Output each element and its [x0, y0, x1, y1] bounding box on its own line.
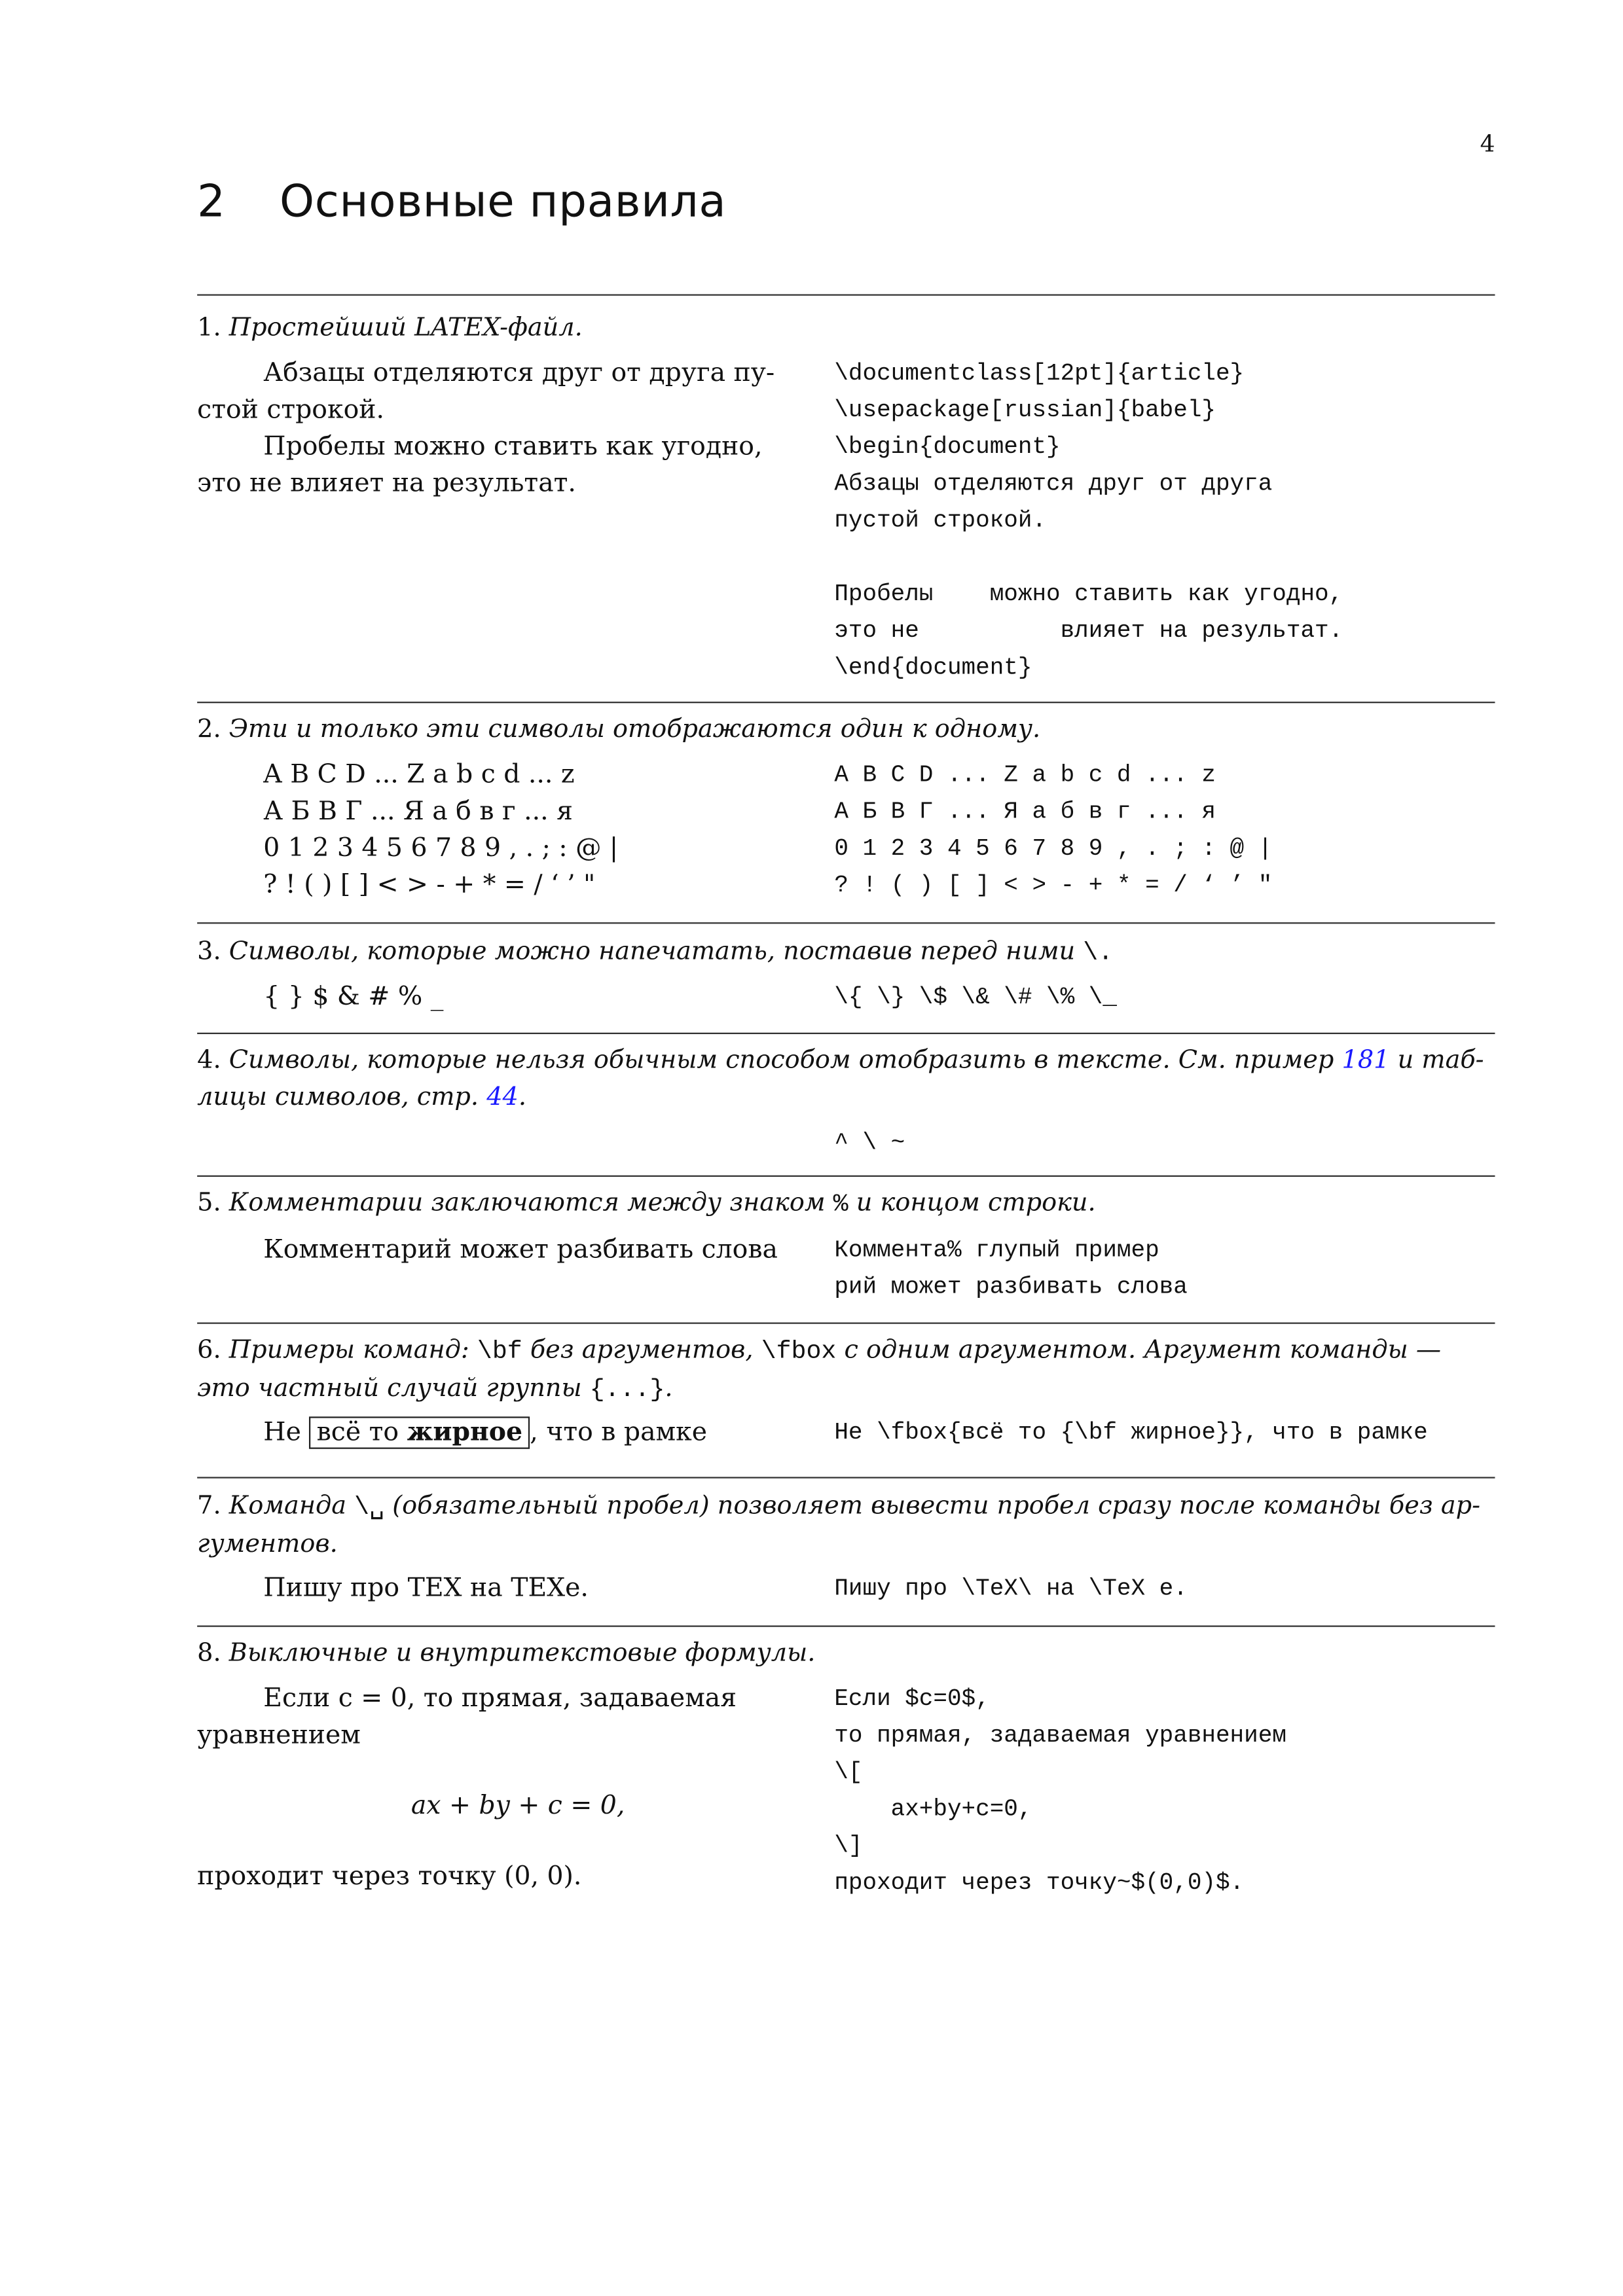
rule: [197, 922, 1495, 924]
item-2-caption: 2. Эти и только эти символы отображаются один к одному.: [197, 715, 1041, 745]
item-4-code: ^ \ ~: [834, 1130, 905, 1157]
rule: [197, 1323, 1495, 1324]
framed-box: всё то жирное: [309, 1416, 530, 1448]
item-6-caption: 6. Примеры команд: \bf без аргументов, \fbox с одним аргументом. Аргумент команды — это частный случай группы {...}.: [197, 1335, 1442, 1405]
item-1-code: \documentclass[12pt]{article} \usepackage[russian]{babel} \begin{document} Абзацы отделяются друг от друга пустой строкой. Пробелы можно ставить как угодно, это не влияет на результат. \end{document}: [834, 360, 1343, 681]
item-8-code: Если $c=0$, то прямая, задаваемая уравнением \[ ax+by+c=0, \] проходит через точку~$(0,0)$.: [834, 1685, 1286, 1897]
rule: [197, 1625, 1495, 1626]
item-5-text: Комментарий может разбивать слова: [263, 1235, 778, 1265]
item-5-caption: 5. Комментарии заключаются между знаком % и концом строки.: [197, 1188, 1096, 1220]
display-formula: ax + by + c = 0,: [410, 1791, 625, 1821]
example-181-link[interactable]: 181: [1341, 1045, 1390, 1075]
item-5-code: Коммента% глупый пример рий может разбивать слова: [834, 1237, 1188, 1300]
item-3-code: \{ \} \$ \& \# \% \_: [834, 984, 1117, 1011]
item-7-text: Пишу про TEX на TEXе.: [263, 1573, 589, 1604]
item-1-text: Абзацы отделяются друг от друга пу- стой строкой. Пробелы можно ставить как угодно, это не влияет на результат.: [197, 359, 775, 499]
section-heading: [197, 177, 726, 228]
rule: [197, 1477, 1495, 1478]
item-7-code: Пишу про \TeX\ на \TeX е.: [834, 1575, 1188, 1602]
rule: [197, 1033, 1495, 1034]
rule: [197, 295, 1495, 296]
rule: [197, 1175, 1495, 1177]
rule: [197, 702, 1495, 703]
item-6-code: Не \fbox{всё то {\bf жирное}}, что в рамке: [834, 1419, 1428, 1446]
item-2-code: A B C D ... Z a b c d ... z А Б В Г ... Я а б в г ... я 0 1 2 3 4 5 6 7 8 9 , . ; : @ | ? ! ( ) [ ] < > - + * = / ‘ ’ ": [834, 762, 1273, 899]
page-number: 4: [1480, 129, 1495, 158]
item-7-caption: 7. Команда \␣ (обязательный пробел) позволяет вывести пробел сразу после команды без ар- гументов.: [197, 1491, 1481, 1560]
item-6-text: Не всё то жирное , что в рамке: [197, 1415, 780, 1452]
item-8-caption: 8. Выключные и внутритекстовые формулы.: [197, 1638, 816, 1668]
page-44-link[interactable]: 44: [486, 1083, 519, 1113]
item-2-symbols: A B C D ... Z a b c d ... z А Б В Г ... Я а б в г ... я 0 1 2 3 4 5 6 7 8 9 , . ; : @ | ? ! ( ) [ ] < > - + * = / ‘ ’ ": [263, 760, 619, 901]
section-title: Основные правила: [280, 176, 727, 228]
item-8-text: Если c = 0, то прямая, задаваемая уравнением ax + by + c = 0, проходит через точку (0, 0).: [197, 1681, 780, 1896]
item-3-symbols: { } $ & # % _: [263, 982, 444, 1013]
item-4-caption: 4. Символы, которые нельзя обычным способом отобразить в тексте. См. пример 181 и таб- лицы символов, стр. 44.: [197, 1045, 1484, 1113]
section-number: 2: [197, 176, 226, 228]
item-1-caption: 1. Простейший LATEX-файл.: [197, 313, 583, 343]
item-3-caption: 3. Символы, которые можно напечатать, поставив перед ними \.: [197, 937, 1114, 968]
